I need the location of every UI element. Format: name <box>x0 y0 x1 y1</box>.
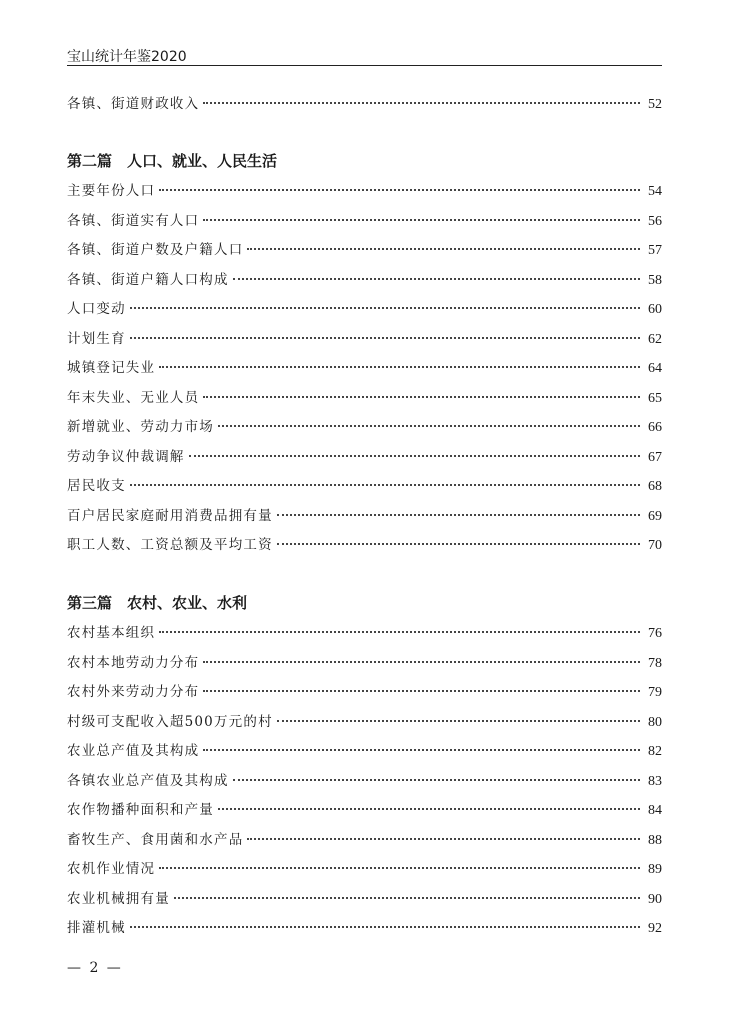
toc-entry[interactable] <box>67 680 662 700</box>
toc-entry-page: 64 <box>648 361 662 376</box>
toc-entry-page: 88 <box>648 832 662 848</box>
toc-entry-title: 农村基本组织 <box>67 625 156 641</box>
toc-entry[interactable] <box>67 268 662 288</box>
toc-entry[interactable] <box>67 474 662 494</box>
toc-leader <box>159 867 640 869</box>
toc-entry-title: 各镇、街道户籍人口构成 <box>67 271 229 288</box>
toc-entry-title: 各镇农业总产值及其构成 <box>67 772 229 789</box>
toc-leader <box>203 661 640 663</box>
toc-entry-title: 农机作业情况 <box>67 861 156 877</box>
toc-leader <box>189 455 640 457</box>
toc-entry-page: 60 <box>648 302 662 317</box>
toc-leader <box>277 514 640 516</box>
toc-entry-title: 职工人数、工资总额及平均工资 <box>67 537 273 553</box>
toc-entry-title: 农村外来劳动力分布 <box>67 684 200 700</box>
toc-entry-page: 66 <box>648 420 662 435</box>
toc-entry[interactable] <box>67 356 662 376</box>
toc-entry-page: 79 <box>648 685 662 700</box>
toc-entry[interactable] <box>67 916 662 936</box>
toc-entry-title: 年末失业、无业人员 <box>67 389 200 406</box>
toc-entry[interactable] <box>67 415 662 435</box>
toc-entry-title: 各镇、街道财政收入 <box>67 96 200 112</box>
toc-entry-page: 58 <box>648 272 662 288</box>
toc-entry-title: 新增就业、劳动力市场 <box>67 419 214 435</box>
toc-entry[interactable] <box>67 651 662 671</box>
toc-entry-page: 67 <box>648 449 662 465</box>
toc-leader <box>159 366 640 368</box>
toc-entry-page: 90 <box>648 891 662 907</box>
toc-entry[interactable] <box>67 327 662 347</box>
toc-entry-page: 57 <box>648 243 662 258</box>
toc-entry[interactable] <box>67 238 662 258</box>
toc-entry-title: 城镇登记失业 <box>67 360 156 376</box>
toc-entry[interactable] <box>67 857 662 877</box>
toc-entry-title: 百户居民家庭耐用消费品拥有量 <box>67 507 273 524</box>
toc-leader <box>203 396 640 398</box>
toc-entry-title: 村级可支配收入超500万元的村 <box>67 713 273 730</box>
toc-entry[interactable] <box>67 739 662 759</box>
toc-entry[interactable] <box>67 828 662 848</box>
toc-entry-title: 居民收支 <box>67 478 126 494</box>
toc-entry-page: 62 <box>648 331 662 347</box>
toc-leader <box>203 749 640 751</box>
toc-entry-page: 56 <box>648 213 662 229</box>
toc-leader <box>277 543 640 545</box>
toc-leader <box>174 897 640 899</box>
toc-leader <box>159 631 640 633</box>
toc-leader <box>130 484 640 486</box>
toc-entry[interactable] <box>67 533 662 553</box>
toc-leader <box>233 278 640 280</box>
toc-leader <box>203 102 640 104</box>
toc-entry[interactable] <box>67 386 662 406</box>
toc-entry-page: 70 <box>648 538 662 553</box>
toc-entry-page: 82 <box>648 744 662 759</box>
running-header: 宝山统计年鉴2020 <box>67 49 187 65</box>
toc-entry-title: 人口变动 <box>67 301 126 317</box>
page-number: — 2 — <box>67 960 123 976</box>
toc-entry-page: 78 <box>648 655 662 671</box>
toc-entry-title: 农业总产值及其构成 <box>67 743 200 759</box>
toc-entry-page: 65 <box>648 390 662 406</box>
toc-entry-page: 92 <box>648 921 662 936</box>
toc-entry-title: 农作物播种面积和产量 <box>67 802 214 818</box>
header-rule <box>67 65 662 66</box>
toc-entry[interactable] <box>67 445 662 465</box>
toc-leader <box>218 425 640 427</box>
toc-entry-title: 畜牧生产、食用菌和水产品 <box>67 831 244 848</box>
toc-leader <box>233 779 640 781</box>
toc-entry[interactable] <box>67 92 662 112</box>
toc-entry-page: 54 <box>648 184 662 199</box>
toc-entry[interactable] <box>67 504 662 524</box>
toc-leader <box>277 720 640 722</box>
toc-entry-title: 计划生育 <box>67 330 126 347</box>
toc-entry-page: 52 <box>648 97 662 112</box>
toc-entry-title: 农村本地劳动力分布 <box>67 654 200 671</box>
toc-entry-page: 84 <box>648 803 662 818</box>
toc-entry[interactable] <box>67 209 662 229</box>
toc-entry-page: 68 <box>648 479 662 494</box>
toc-entry-title: 农业机械拥有量 <box>67 890 170 907</box>
toc-entry-page: 89 <box>648 862 662 877</box>
toc-leader <box>159 189 640 191</box>
toc-leader <box>247 838 640 840</box>
toc-entry[interactable] <box>67 769 662 789</box>
toc-entry[interactable] <box>67 887 662 907</box>
toc-leader <box>247 248 640 250</box>
toc-entry-title: 各镇、街道户数及户籍人口 <box>67 242 244 258</box>
toc-entry-title: 劳动争议仲裁调解 <box>67 448 185 465</box>
toc-leader <box>130 926 640 928</box>
toc-entry-title: 各镇、街道实有人口 <box>67 212 200 229</box>
toc-entry-title: 主要年份人口 <box>67 183 156 199</box>
toc-entry-page: 83 <box>648 773 662 789</box>
toc-entry[interactable] <box>67 798 662 818</box>
toc-leader <box>130 307 640 309</box>
section-title: 第二篇 人口、就业、人民生活 <box>67 152 278 170</box>
toc-leader <box>203 219 640 221</box>
section-title: 第三篇 农村、农业、水利 <box>67 594 248 612</box>
toc-entry-page: 80 <box>648 714 662 730</box>
toc-entry-page: 76 <box>648 626 662 641</box>
toc-entry[interactable] <box>67 297 662 317</box>
toc-entry[interactable] <box>67 179 662 199</box>
toc-leader <box>130 337 640 339</box>
toc-entry-title: 排灌机械 <box>67 920 126 936</box>
toc-entry-page: 69 <box>648 508 662 524</box>
toc-leader <box>203 690 640 692</box>
toc-entry[interactable] <box>67 710 662 730</box>
toc-entry[interactable] <box>67 621 662 641</box>
toc-leader <box>218 808 640 810</box>
